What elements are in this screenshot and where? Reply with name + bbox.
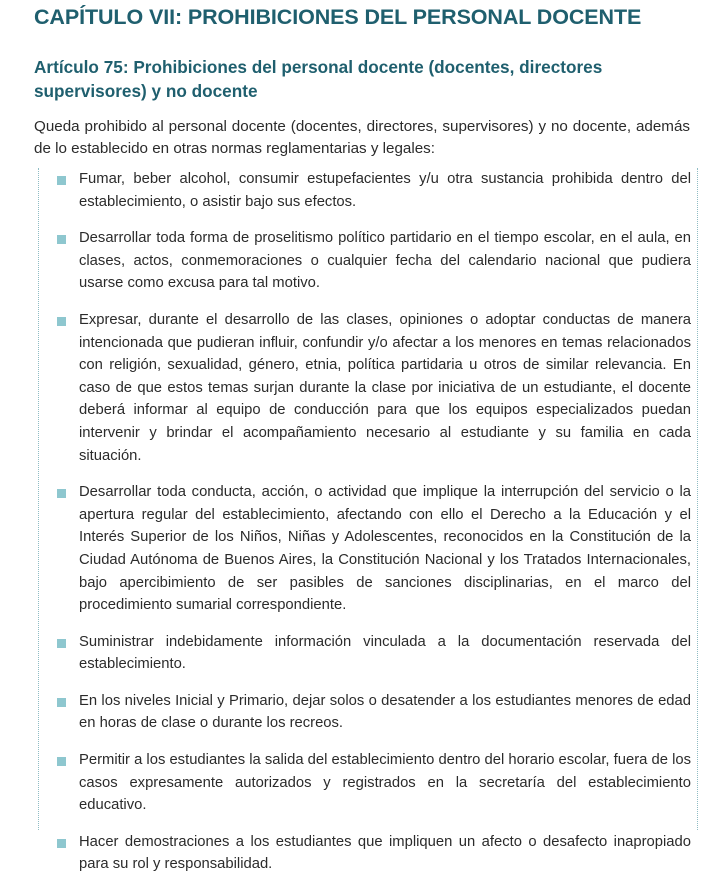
- list-item-text: Hacer demostraciones a los estudiantes que impliquen un afecto o desafecto inapropiado para su rol y responsabilidad.: [79, 833, 691, 873]
- square-bullet-icon: [57, 176, 66, 185]
- list-left-border: [38, 168, 39, 830]
- chapter-title: CAPÍTULO VII: PROHIBICIONES DEL PERSONAL DOCENTE: [34, 5, 642, 29]
- list-item-text: Desarrollar toda conducta, acción, o actividad que implique la interrupción del servicio o la apertura regular del establecimiento, afectando con ello el Derecho a la Educación y el Interés Superior de los Niños, Niñas y Adolescentes, reconocidos en la Constitución de la Ciudad Autónoma de Buenos Aires, la Constitución Nacional y los Tratados Internacionales, bajo apercibimiento de ser pasibles de sanciones disciplinarias, en el marco del procedimiento sumarial correspondiente.: [79, 484, 691, 614]
- list-item: [55, 690, 691, 735]
- list-item: [55, 227, 691, 295]
- list-item-text: En los niveles Inicial y Primario, dejar solos o desatender a los estudiantes menores de edad en horas de clase o durante los recreos.: [79, 692, 691, 732]
- list-item: [55, 631, 691, 676]
- list-item: [55, 831, 691, 876]
- list-item: [55, 481, 691, 617]
- square-bullet-icon: [57, 639, 66, 648]
- list-item: [55, 309, 691, 467]
- list-item-text: Fumar, beber alcohol, consumir estupefacientes y/u otra sustancia prohibida dentro del establecimiento, o asistir bajo sus efectos.: [79, 171, 691, 210]
- square-bullet-icon: [57, 839, 66, 848]
- list-item-text: Permitir a los estudiantes la salida del establecimiento dentro del horario escolar, fuera de los casos expresamente autorizados y registrados en la secretaría del establecimiento educativo.: [79, 752, 691, 814]
- article-title: Artículo 75: Prohibiciones del personal docente (docentes, directores supervisores) y no docente: [34, 57, 603, 101]
- list-item-text: Suministrar indebidamente información vinculada a la documentación reservada del establecimiento.: [79, 633, 691, 673]
- square-bullet-icon: [57, 317, 66, 326]
- list-item: [55, 749, 691, 817]
- list-right-border: [697, 168, 698, 830]
- square-bullet-icon: [57, 698, 66, 707]
- prohibitions-list: [55, 168, 691, 890]
- list-item-text: Expresar, durante el desarrollo de las clases, opiniones o adoptar conductas de manera intencionada que pudieran influir, confundir y/o afectar a los menores en temas relacionados con religión, sexualidad, género, etnia, política partidaria u otros de similar relevancia. En caso de que estos temas surjan durante la clase por iniciativa de un estudiante, el docente deberá informar al equipo de conducción para que los equipos especializados puedan intervenir y brindar el acompañamiento necesario al estudiante y su familia en cada situación.: [79, 311, 691, 464]
- square-bullet-icon: [57, 489, 66, 498]
- article-intro: Queda prohibido al personal docente (docentes, directores, supervisores) y no docente, además de lo establecido en otras normas reglamentarias y legales:: [34, 118, 690, 157]
- list-item-text: Desarrollar toda forma de proselitismo político partidario en el tiempo escolar, en el aula, en clases, actos, conmemoraciones o cualquier fecha del calendario nacional que pudiera usarse como excusa para tal motivo.: [79, 230, 691, 292]
- list-item: [55, 168, 691, 213]
- square-bullet-icon: [57, 235, 66, 244]
- square-bullet-icon: [57, 757, 66, 766]
